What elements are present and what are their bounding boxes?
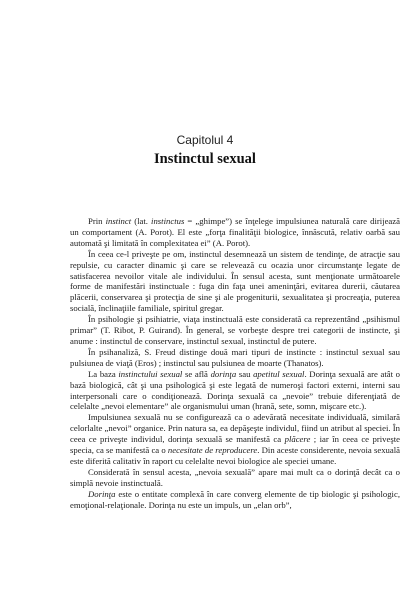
emphasized-term: instinct: [105, 216, 132, 226]
body-paragraph: [70, 314, 400, 347]
text-run: În psihanaliză, S. Freud distinge două mari tipuri de instincte : instinctul sexual sau pulsiunea de viaţă (Eros) ; instinctul sau pulsiunea de moarte (Thanatos).: [70, 346, 400, 368]
body-paragraph: [70, 369, 400, 413]
text-run: = „ghimpe”) se înţelege impulsiunea naturală care dirijează un comportament (A. Porot). El este „forţa finalităţii biologice, înnăscută, relativ oarbă sau automată şi limitată în complexitatea ei” (A. Porot).: [70, 216, 401, 248]
body-paragraph: [70, 489, 400, 511]
body-paragraph: [70, 249, 400, 314]
chapter-label: Capitolul 4: [176, 133, 234, 147]
emphasized-term: dorinţa: [210, 368, 237, 379]
text-run: Prin: [88, 216, 106, 226]
text-run: se află: [182, 368, 211, 379]
text-run: este o entitate complexă în care converg elemente de tip biologic şi psihologic, emoţional-relaţionale. Dorinţa nu este un impuls, un „elan orb”,: [70, 488, 400, 510]
text-run: La baza: [88, 368, 119, 379]
text-run: . Dorinţa sexuală are atât o bază biologică, cât şi una psihologică şi este legată de numeroşi factori externi, interni sau interpersonali care o condiţionează. Dorinţa sexuală ca „nevoie” trebuie diferenţiată de celelalte „nevoi elementare” ale organismului uman (hrană, sete, somn, mişcare etc.).: [70, 368, 401, 412]
text-run: În ceea ce-l priveşte pe om, instinctul desemnează un sistem de tendinţe, de atracţie sau repulsie, cu caracter dinamic şi care se relevează cu ocazia unor circumstanţe legate de satisfacerea nevoilor vitale ale individului. În sensul acesta, sunt menţionate următoarele forme de manifestări instinctuale : fuga din faţa unei ameninţări, evitarea durerii, căutarea plăcerii, conservarea şi protecţia de sine şi ale progeniturii, sexualitatea şi procreaţia, puterea socială, înclinaţiile familiale, spiritul gregar.: [70, 248, 400, 314]
emphasized-term: instinctus: [151, 216, 185, 226]
emphasized-term: necesitate de reproducere: [167, 445, 258, 456]
text-run: ; iar în ceea ce priveşte specia, ca se manifestă ca o: [70, 434, 400, 456]
emphasized-term: plăcere: [284, 434, 311, 445]
body-paragraph: [70, 216, 400, 249]
text-run: Impulsiunea sexuală nu se configurează ca o adevărată necesitate individuală, similară celorlalte „nevoi” organice. Prin natura sa, ea depăşeşte individul, fiind un atribut al speciei. În ceea ce priveşte individul, dorinţa sexuală se manifestă ca: [70, 412, 400, 445]
body-paragraph: [70, 467, 400, 489]
emphasized-term: Dorinţa: [88, 488, 116, 499]
text-run: sau: [236, 368, 254, 379]
body-paragraph: [70, 412, 400, 467]
text-run: În psihologie şi psihiatrie, viaţa instinctuală este considerată ca reprezentând „psihismul primar” (T. Ribot, P. Guirand). În general, se vorbeşte despre trei categorii de instincte, şi anume : instinctul de conservare, instinctul sexual, instinctul de putere.: [70, 314, 400, 346]
text-run: . Din aceste considerente, nevoia sexuală este diferită calitativ în raport cu celelalte nevoi biologice ale speciei umane.: [70, 445, 401, 466]
text-run: Considerată în sensul acesta, „nevoia sexuală” apare mai mult ca o dorinţă decât ca o simplă nevoie instinctuală.: [70, 466, 400, 488]
chapter-body: [70, 216, 400, 510]
text-run: (lat.: [131, 216, 152, 226]
emphasized-term: apetitul sexual: [253, 368, 305, 379]
body-paragraph: [70, 347, 400, 369]
emphasized-term: instinctului sexual: [118, 368, 183, 379]
chapter-title: Instinctul sexual: [154, 151, 256, 167]
